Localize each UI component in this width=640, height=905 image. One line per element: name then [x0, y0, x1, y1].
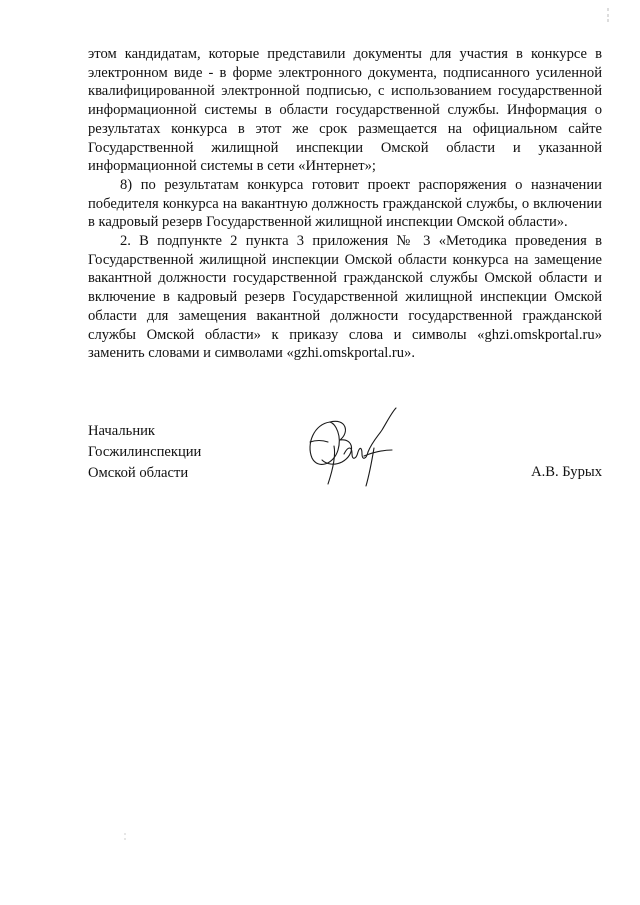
paragraph-continuation: этом кандидатам, которые представили документы для участия в конкурсе в электронном виде - в форме электронного документа, подписанного усиленной квалифицированной электронной подписью, с использованием государственной информационной системы в области государственной службы. Информация о результатах конкурса в этот же срок размещается на официальном сайте Государственной жилищной инспекции Омской области и указанной информационной системы в сети «Интернет»; — [88, 46, 602, 175]
scan-speck — [124, 828, 126, 836]
signatory-position — [88, 421, 201, 484]
handwritten-signature — [300, 402, 410, 492]
document-body — [88, 45, 602, 363]
position-line: Начальник — [88, 423, 156, 439]
paragraph-point-2: 2. В подпункте 2 пункта 3 приложения № 3 «Методика проведения в Государственной жилищной инспекции Омской области конкурса на замещение вакантной должности государственной гражданской службы Омской области и включение в кадровый резерв Государственной жилищной инспекции Омской области для замещения вакантной должности государственной гражданской службы Омской области» к приказу слова и символы «ghzi.omskportal.ru» заменить словами и символами «gzhi.omskportal.ru». — [88, 233, 602, 362]
page-edge-mark — [607, 8, 609, 22]
position-line: Омской области — [88, 465, 189, 481]
signer-name: А.В. Бурых — [531, 464, 602, 480]
paragraph-item-8: 8) по результатам конкурса готовит проект распоряжения о назначении победителя конкурса на вакантную должность гражданской службы, о включении в кадровый резерв Государственной жилищной инспекции Омской области». — [88, 176, 602, 231]
position-line: Госжилинспекции — [88, 444, 202, 460]
